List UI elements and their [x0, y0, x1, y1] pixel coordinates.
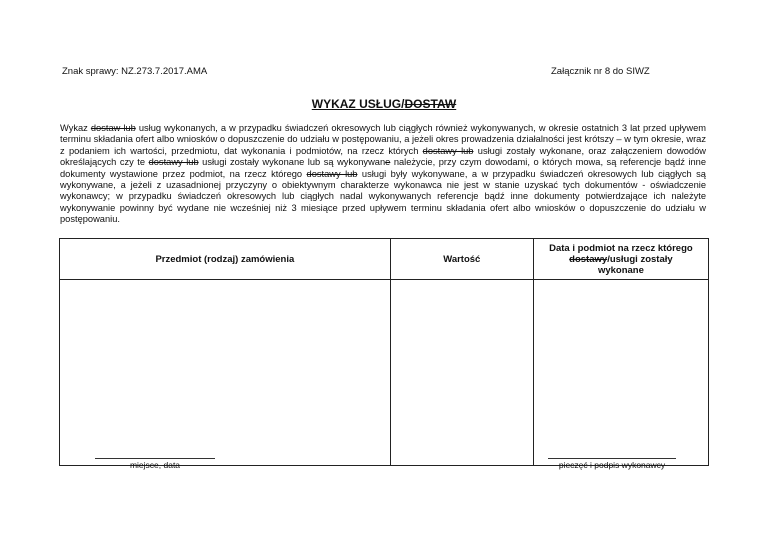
struck-text: dostawy lub: [306, 168, 358, 179]
header-value: Wartość: [390, 239, 533, 280]
cell-subject-input[interactable]: [60, 280, 391, 466]
contractor-signature-caption: pieczęć i podpis wykonawcy: [558, 460, 666, 470]
intro-paragraph: [60, 123, 706, 226]
signature-line: [548, 458, 676, 459]
header-date-struck: dostawy: [569, 253, 608, 265]
contractor-signature: [548, 458, 676, 470]
table-header-row: [60, 239, 709, 280]
struck-text: dostaw lub: [90, 123, 136, 133]
struck-text: dostawy lub: [148, 157, 199, 168]
header-date-line3: wykonane: [597, 264, 644, 276]
struck-text: dostawy lub: [422, 145, 474, 156]
table-row: [60, 280, 709, 466]
title-struck-text: DOSTAW: [404, 97, 457, 111]
header-date-entity: [533, 239, 708, 280]
document-title: [0, 97, 768, 111]
paragraph-text: usług wykonanych, a w przypadku świadczeń okresowych lub ciągłych również wykonywanych, w okresie ostatnich 3 lat przed upływem terminu składania ofert albo wniosków o dopuszczenie do udziału w postępowaniu, a jeżeli okres prowadzenia działalności jest krótszy – w tym okresie, wraz z podaniem ich wartości, przedmiotu, dat wykonania i podmiotów, na rzecz których: [60, 123, 706, 156]
title-text: WYKAZ USŁUG/: [311, 97, 405, 111]
paragraph-text: usługi były wykonywane, a w przypadku świadczeń okresowych lub ciągłych są wykonywane, a jeżeli z uzasadnionej przyczyny o obiektywnym charakterze wykonawca nie jest w stanie uzyskać tych dokumentów - oświadczenie wykonawcy; w przypadku świadczeń okresowych lub ciągłych nadal wykonywanych referencje bądź inne dokumenty potwierdzające ich należyte wykonywanie powinny być wydane nie wcześniej niż 3 miesiące przed upływem terminu składania ofert albo wniosków o dopuszczenie do udziału w postępowaniu.: [60, 168, 706, 225]
paragraph-text: usługi zostały wykonane, oraz załączeniem dowodów określających czy te: [60, 145, 706, 168]
place-date-caption: miejsce, data: [129, 460, 181, 470]
services-table: [59, 238, 709, 466]
header-date-line2: /usługi zostały: [607, 253, 673, 265]
paragraph-text: usługi zostały wykonane lub są wykonywan: [198, 157, 386, 168]
place-date-signature: [95, 458, 215, 470]
header-date-line1: Data i podmiot na rzecz którego: [549, 242, 693, 254]
paragraph-text: należycie, przy czym dowodami, o których mowa, są referencje bądź inne dokumenty wystawione przez podmiot, na rzecz którego: [60, 157, 706, 179]
signature-line: [95, 458, 215, 459]
annex-label: Załącznik nr 8 do SIWZ: [551, 66, 650, 77]
cell-date-entity-input[interactable]: [533, 280, 708, 466]
paragraph-text: Wykaz: [60, 123, 91, 133]
header-subject: Przedmiot (rodzaj) zamówienia: [60, 239, 391, 280]
case-number: Znak sprawy: NZ.273.7.2017.AMA: [62, 66, 208, 77]
struck-text: e: [385, 157, 391, 168]
cell-value-input[interactable]: [390, 280, 533, 466]
